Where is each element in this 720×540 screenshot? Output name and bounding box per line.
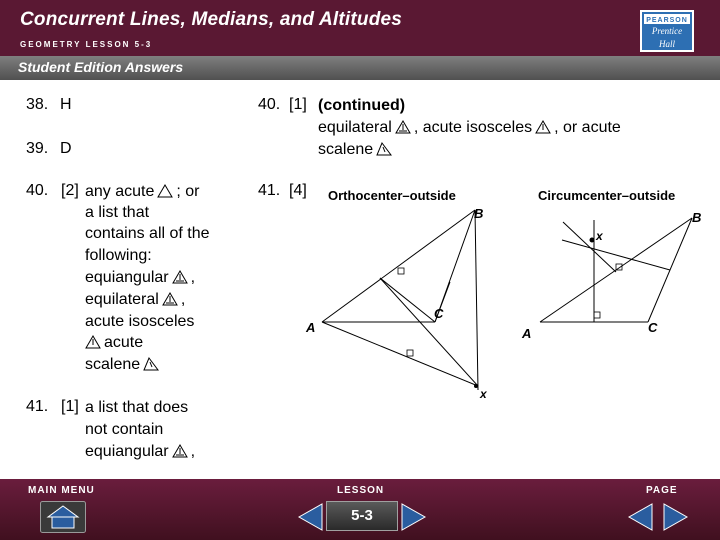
answer-41-line-2: not contain [85, 421, 164, 438]
circ-label-x: x [596, 229, 603, 243]
diagrams-figure [300, 180, 720, 410]
equiangular-triangle-icon [172, 444, 188, 458]
answer-40-line-7: acute isosceles [85, 313, 195, 330]
answer-38-text: H [60, 96, 72, 113]
triangle-right-icon [402, 504, 425, 530]
answer-41-number: 41. [26, 398, 49, 415]
answer-41-points: [1] [61, 398, 79, 415]
ortho-label-a: A [306, 320, 316, 335]
scalene-triangle-icon [143, 357, 159, 371]
ortho-label-b: B [474, 206, 484, 221]
header-bar [0, 0, 720, 56]
pearson-logo: PEARSON Prentice Hall [640, 10, 694, 52]
answer-40-line-3: contains all of the [85, 225, 210, 242]
ortho-right-angle-mark [398, 268, 404, 274]
circumcenter-title: Circumcenter–outside [538, 188, 676, 203]
equiangular-triangle-icon [172, 270, 188, 284]
circ-right-angle-mark [594, 312, 600, 318]
answer-41-right-points: [4] [289, 182, 307, 199]
ortho-label-x: x [480, 387, 487, 401]
main-menu-home-button[interactable] [40, 501, 86, 533]
section-bar [0, 56, 720, 80]
ortho-altitude-from-a [322, 322, 478, 386]
answer-40-continued-number: 40. [258, 96, 281, 113]
lesson-number-box: 5-3 [326, 501, 398, 531]
ortho-right-angle-mark [407, 350, 413, 356]
orthocenter-point [474, 384, 478, 388]
answer-40-number: 40. [26, 182, 49, 199]
ortho-altitude-from-c [380, 278, 435, 322]
lesson-subtitle: GEOMETRY LESSON 5-3 [20, 40, 153, 49]
answer-39-text: D [60, 140, 72, 157]
circ-label-c: C [648, 320, 658, 335]
ortho-side-ab [322, 210, 475, 322]
answer-40-line-9: scalene [85, 354, 162, 375]
orthocenter-title: Orthocenter–outside [328, 188, 456, 203]
answer-40-line-2: a list that [85, 204, 150, 221]
answer-38-number: 38. [26, 96, 49, 113]
equilateral-triangle-icon [395, 120, 411, 134]
answer-40-continued-points: [1] [289, 96, 307, 113]
answer-40-line-1: any acute ; or [85, 183, 200, 200]
acute-isosceles-triangle-icon [85, 335, 101, 349]
answer-40-continued-line-2: equilateral , acute isosceles , or acute [318, 119, 621, 136]
answer-41-line-3: equiangular , [85, 443, 196, 460]
circumcenter-diagram [521, 188, 701, 341]
page-label: PAGE [646, 485, 678, 496]
circ-label-b: B [692, 210, 702, 225]
lesson-next-button[interactable] [400, 502, 428, 532]
main-menu-label: MAIN MENU [28, 485, 95, 496]
lesson-previous-button[interactable] [296, 502, 324, 532]
answer-40-line-4: following: [85, 247, 152, 264]
page-previous-button[interactable] [626, 502, 654, 532]
orthocenter-diagram [305, 188, 488, 401]
triangle-left-icon [299, 504, 322, 530]
equilateral-triangle-icon [162, 292, 178, 306]
triangle-outline-icon [157, 184, 173, 198]
ortho-altitude-from-b [475, 210, 478, 390]
circ-perp-bisector [563, 222, 616, 272]
answer-40-line-5: equiangular , [85, 269, 196, 286]
answer-40-points: [2] [61, 182, 79, 199]
ortho-label-c: C [434, 306, 444, 321]
answer-40-line-6: equilateral , [85, 291, 186, 308]
answer-40-continued-line-3: scalene [318, 139, 395, 160]
answer-39-number: 39. [26, 140, 49, 157]
acute-isosceles-triangle-icon [535, 120, 551, 134]
page-next-button[interactable] [662, 502, 690, 532]
circumcenter-point [590, 238, 595, 243]
section-label: Student Edition Answers [18, 59, 184, 75]
answer-41-line-1: a list that does [85, 399, 189, 416]
answer-41-right-number: 41. [258, 182, 281, 199]
answer-40-line-8: acute [85, 332, 143, 353]
lesson-label: LESSON [337, 485, 385, 496]
scalene-triangle-icon [376, 142, 392, 156]
triangle-left-icon [629, 504, 652, 530]
ortho-altitude-extension [380, 278, 478, 386]
continued-label: (continued) [318, 97, 406, 114]
circ-label-a: A [522, 326, 532, 341]
page-title: Concurrent Lines, Medians, and Altitudes [20, 9, 403, 30]
triangle-right-icon [664, 504, 687, 530]
